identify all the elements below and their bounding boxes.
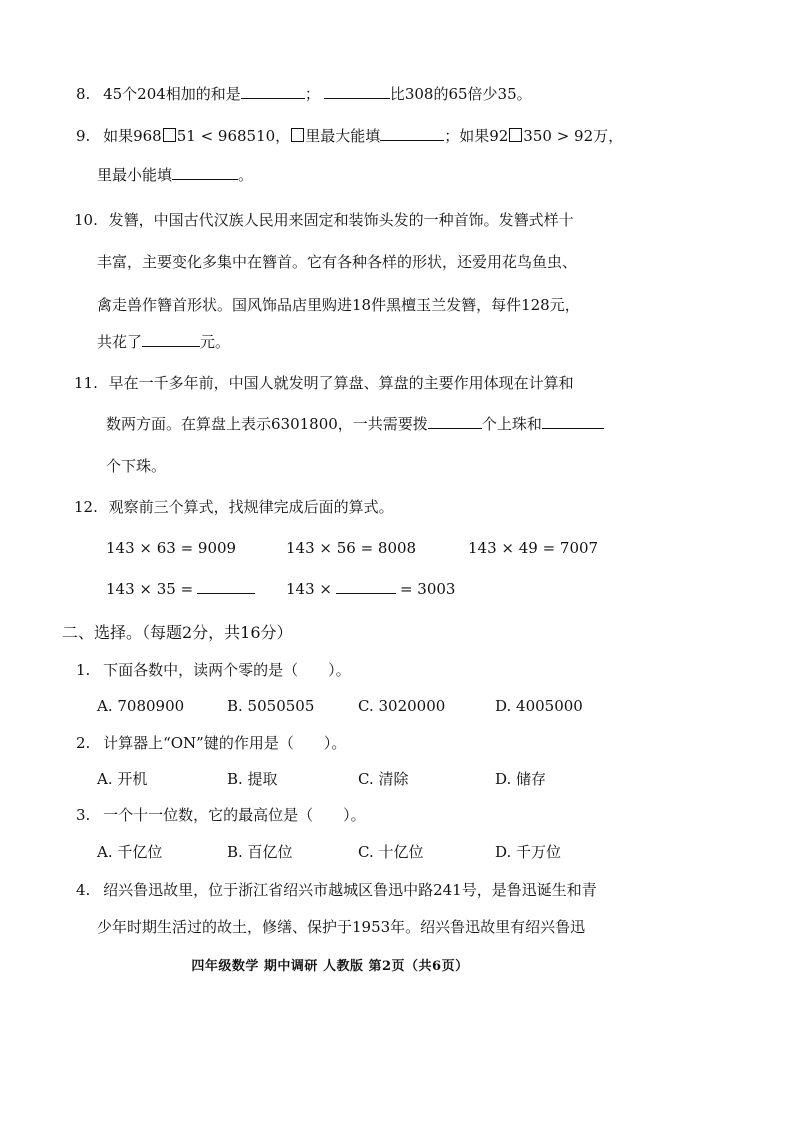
question-text: 元。 (200, 333, 231, 351)
question-text: 发簪，中国古代汉族人民用来固定和装饰头发的一种首饰。发簪式样十 (108, 211, 574, 229)
question-number: 12. (74, 498, 98, 516)
question-8 (76, 84, 532, 104)
option-b[interactable]: B. 提取 (227, 770, 278, 788)
question-text: 里最小能填 (97, 166, 173, 184)
question-text: 如果968 (103, 127, 162, 145)
box-placeholder (509, 128, 522, 142)
answer-blank[interactable] (324, 84, 390, 99)
question-text: 比308的65倍少35。 (389, 85, 532, 103)
question-text: ）。 (323, 734, 347, 752)
equation-to-fill (106, 579, 255, 599)
option-a[interactable]: A. 千亿位 (97, 843, 163, 861)
option-c[interactable]: C. 3020000 (358, 697, 446, 715)
option-c[interactable]: C. 十亿位 (358, 843, 424, 861)
option-d[interactable]: D. 储存 (495, 770, 547, 788)
equation: 143 × (286, 580, 332, 598)
answer-blank[interactable] (197, 579, 255, 594)
answer-blank[interactable] (241, 84, 305, 99)
question-text: 绍兴鲁迅故里，位于浙江省绍兴市越城区鲁迅中路241号，是鲁迅诞生和青 (103, 881, 597, 899)
answer-blank[interactable] (142, 332, 200, 347)
question-text: 350 > 92万， (523, 127, 624, 145)
equation: 143 × 49 = 7007 (468, 539, 599, 557)
question-text: ）。 (343, 806, 366, 824)
question-number: 9. (76, 127, 91, 145)
question-text: 丰富，主要变化多集中在簪首。它有各种各样的形状，还爱用花鸟鱼虫、 (97, 253, 578, 271)
question-text: 。 (238, 166, 254, 184)
option-a[interactable]: A. 开机 (97, 770, 148, 788)
question-text: 45个204相加的和是 (103, 85, 241, 103)
question-number: 10. (74, 211, 98, 229)
question-text: 计算器上“ON”键的作用是（ (103, 734, 294, 752)
question-text: 禽走兽作簪首形状。国风饰品店里购进18件黑檀玉兰发簪，每件128元， (97, 296, 580, 314)
option-a[interactable]: A. 7080900 (97, 697, 185, 715)
page-footer: 四年级数学 期中调研 人教版 第2页（共6页） (191, 959, 469, 974)
option-b[interactable]: B. 5050505 (227, 697, 315, 715)
question-11 (74, 373, 574, 393)
separator: ； (304, 85, 320, 103)
question-9-continued (97, 165, 253, 185)
question-number: 2. (76, 734, 91, 752)
choice-question-4 (76, 880, 597, 900)
question-12 (74, 497, 394, 517)
equation: = 3003 (399, 580, 456, 598)
choice-question-2 (76, 733, 346, 753)
question-text: 个上珠和 (481, 415, 542, 433)
question-text: 51 < 968510， (176, 127, 291, 145)
answer-blank[interactable] (172, 165, 238, 180)
question-text: 少年时期生活过的故土，修缮、保护于1953年。绍兴鲁迅故里有绍兴鲁迅 (97, 918, 586, 936)
choice-question-3 (76, 805, 366, 825)
option-d[interactable]: D. 千万位 (495, 843, 562, 861)
question-text: 个下珠。 (106, 457, 167, 475)
answer-blank[interactable] (542, 414, 604, 429)
equation: 143 × 56 = 8008 (286, 539, 417, 557)
equation: 143 × 35 = (106, 580, 194, 598)
question-text: ）。 (328, 661, 351, 679)
question-10-last-line (97, 332, 230, 352)
question-text: 下面各数中，读两个零的是（ (103, 661, 299, 679)
option-d[interactable]: D. 4005000 (495, 697, 583, 715)
question-number: 4. (76, 881, 91, 899)
answer-blank[interactable] (428, 414, 482, 429)
option-c[interactable]: C. 清除 (358, 770, 409, 788)
choice-question-1 (76, 660, 351, 680)
question-text: 观察前三个算式，找规律完成后面的算式。 (108, 498, 394, 516)
question-text: 里最大能填 (305, 127, 381, 145)
question-text: ；如果92 (444, 127, 509, 145)
box-placeholder (291, 128, 304, 142)
box-placeholder (163, 128, 176, 142)
question-text: 一个十一位数，它的最高位是（ (103, 806, 314, 824)
answer-blank[interactable] (380, 126, 444, 141)
question-10 (74, 210, 574, 230)
question-number: 1. (76, 661, 91, 679)
equation-to-fill (286, 579, 455, 599)
question-number: 3. (76, 806, 91, 824)
question-11-line-2 (106, 414, 604, 434)
equation: 143 × 63 = 9009 (106, 539, 237, 557)
question-number: 11. (74, 374, 98, 392)
question-text: 数两方面。在算盘上表示6301800，一共需要拨 (106, 415, 428, 433)
option-b[interactable]: B. 百亿位 (227, 843, 293, 861)
question-text: 共花了 (97, 333, 143, 351)
question-9 (76, 126, 623, 146)
section-title: 二、选择。（每题2分，共16分） (62, 623, 293, 642)
question-number: 8. (76, 85, 91, 103)
question-text: 早在一千多年前，中国人就发明了算盘、算盘的主要作用体现在计算和 (108, 374, 574, 392)
answer-blank[interactable] (336, 579, 396, 594)
